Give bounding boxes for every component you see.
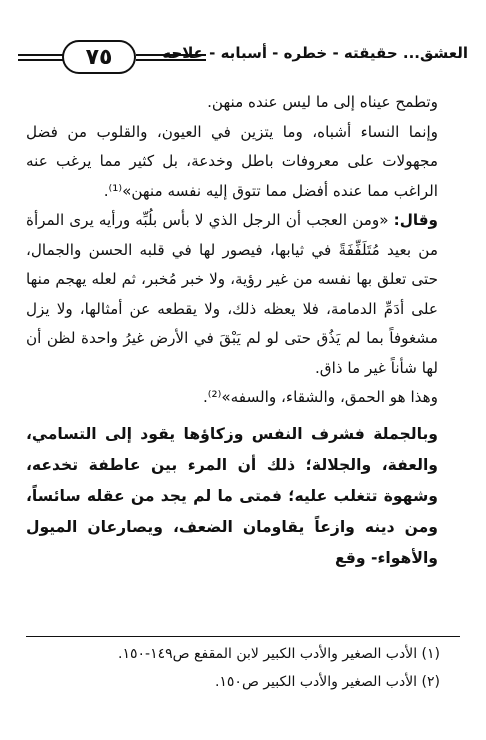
paragraph-4: وهذا هو الحمق، والشقاء، والسفه»⁽²⁾. <box>202 388 438 406</box>
paragraph-1: وتطمح عيناه إلى ما ليس عنده منهن. <box>207 93 438 111</box>
paragraph-3-lead: وقال: <box>393 211 438 229</box>
page-number: ٧٥ <box>62 40 136 74</box>
header-rule-left <box>18 52 66 64</box>
footnote-1: (١) الأدب الصغير والأدب الكبير لابن المقفع ص١٤٩-١٥٠. <box>118 646 440 662</box>
page-body <box>26 88 460 574</box>
paragraph-3 <box>26 206 460 383</box>
paragraph-3-text: «ومن العجب أن الرجل الذي لا بأس بلُبِّه ورأيه يرى المرأة من بعيد مُتَلَفِّفَةً في ثيابها، فيصور لها في قلبه الحسن والجمال، حتى تعلق بها نفسه من غير رؤية، ولا خبر مُخبر، ثم لعله يهجم منها على أدَمِّ الدمامة، فلا يعظه ذلك، ولا يقطعه عن أمثالها، ولا يزل مشغوفاً بما لم يَذُق حتى لو لم يَبْقَ في الأرض غيرُ واحدة لظن أن لها شأناً غير ما ذاق. <box>26 211 438 377</box>
page-header <box>18 38 468 78</box>
footnote-separator <box>26 636 460 637</box>
footnote-2: (٢) الأدب الصغير والأدب الكبير ص١٥٠. <box>214 674 440 690</box>
paragraph-2: وإنما النساء أشباه، وما يتزين في العيون، والقلوب من فضل مجهولات على معروفات باطل وخدعة، بل كثير مما يرغب عنه الراغب مما عنده أفضل مما تتوق إليه نفسه منهن»⁽¹⁾. <box>26 122 438 200</box>
paragraph-5: وبالجملة فشرف النفس وزكاؤها يقود إلى التسامي، والعفة، والجلالة؛ ذلك أن المرء بين عاطفة تخدعه، وشهوة تتغلب عليه؛ فمتى ما لم يجد من عقله سائساً، ومن دينه وازعاً يقاومان الضعف، ويصارعان الميول والأهواء- وقع <box>26 424 438 567</box>
running-title: العشق... حقيقته - خطره - أسبابه - علاجه <box>162 44 468 62</box>
footnotes <box>26 640 460 696</box>
